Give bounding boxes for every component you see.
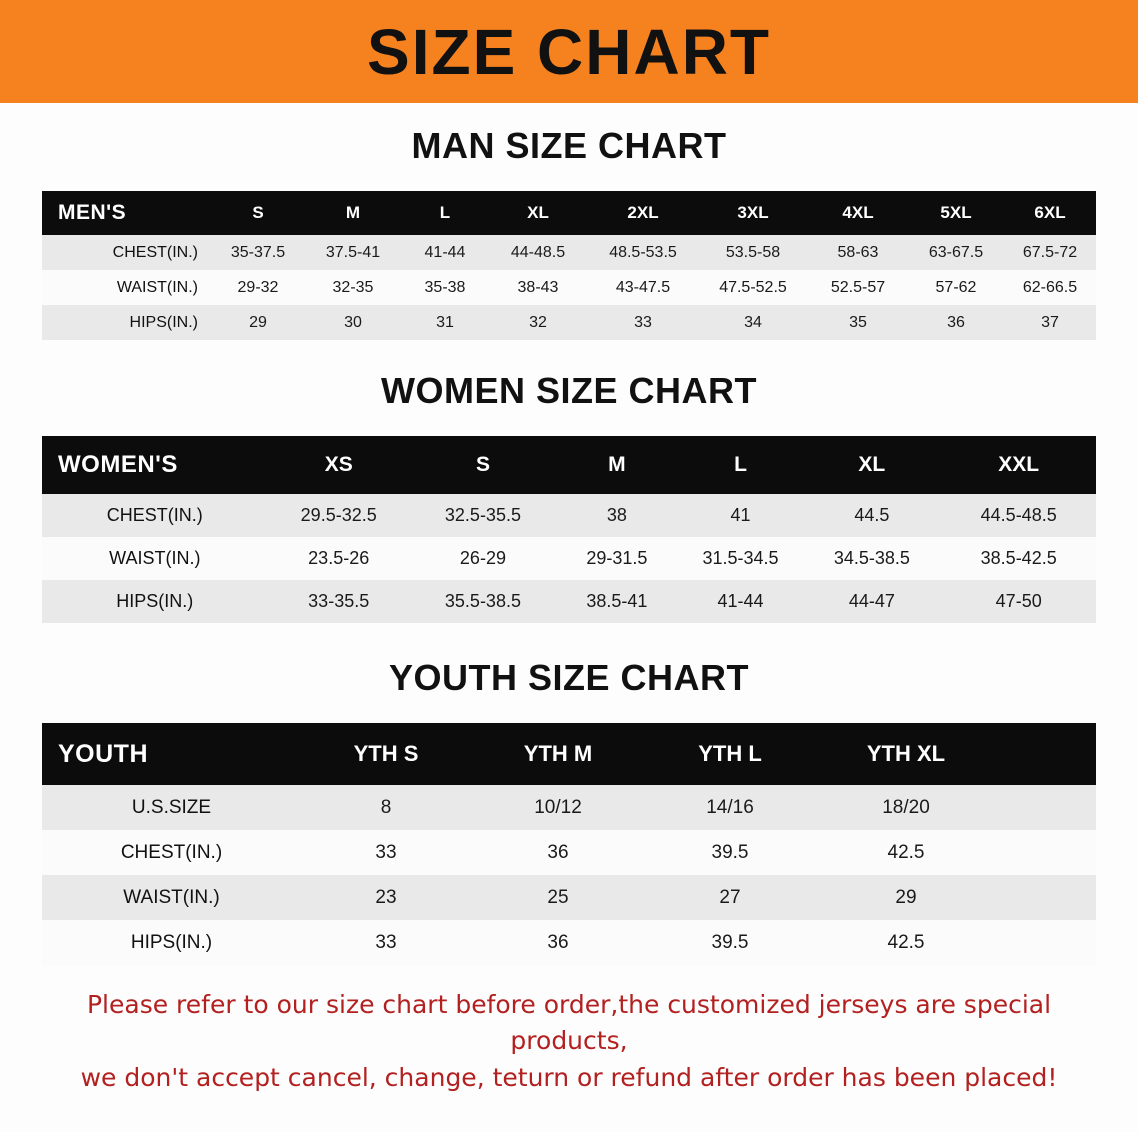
cell: 32.5-35.5 [411,494,555,537]
col-header: YTH M [472,723,644,785]
page-title: SIZE CHART [367,15,771,88]
col-header: MEN'S [42,191,212,235]
cell: 41-44 [402,235,488,270]
cell: 63-67.5 [908,235,1004,270]
cell-spacer [996,830,1096,875]
table-row [42,270,1096,305]
col-header: XL [488,191,588,235]
cell: 62-66.5 [1004,270,1096,305]
cell: 42.5 [816,920,996,965]
col-header: M [304,191,402,235]
cell: 47-50 [941,580,1096,623]
col-header: YTH XL [816,723,996,785]
cell: 47.5-52.5 [698,270,808,305]
col-header: L [402,191,488,235]
cell: 39.5 [644,920,816,965]
cell: 29.5-32.5 [267,494,411,537]
cell: 32 [488,305,588,340]
disclaimer-line-1: Please refer to our size chart before order,the customized jerseys are special products, [86,990,1052,1056]
table-row [42,235,1096,270]
cell: 37.5-41 [304,235,402,270]
col-header: L [679,436,803,494]
cell: 10/12 [472,785,644,830]
cell: 29-31.5 [555,537,679,580]
row-label: HIPS(IN.) [42,580,267,623]
table-row [42,305,1096,340]
cell: 33 [588,305,698,340]
col-header: YTH L [644,723,816,785]
cell: 18/20 [816,785,996,830]
row-label: WAIST(IN.) [42,537,267,580]
man-table-wrapper [0,191,1138,340]
table-row [42,785,1096,830]
row-label: U.S.SIZE [42,785,300,830]
table-header-row [42,191,1096,235]
col-header: 5XL [908,191,1004,235]
col-header: WOMEN'S [42,436,267,494]
cell: 44.5-48.5 [941,494,1096,537]
table-header-row [42,436,1096,494]
table-row [42,494,1096,537]
man-size-table [42,191,1096,340]
cell: 44-47 [802,580,941,623]
cell: 35-37.5 [212,235,304,270]
col-header: YTH S [300,723,472,785]
table-row [42,580,1096,623]
col-header: XL [802,436,941,494]
cell: 25 [472,875,644,920]
cell: 36 [472,830,644,875]
cell: 53.5-58 [698,235,808,270]
cell: 30 [304,305,402,340]
banner [0,0,1138,103]
cell: 14/16 [644,785,816,830]
cell: 35 [808,305,908,340]
youth-size-table [42,723,1096,965]
col-header: 6XL [1004,191,1096,235]
cell-spacer [996,785,1096,830]
cell: 26-29 [411,537,555,580]
cell: 33 [300,920,472,965]
table-row [42,830,1096,875]
col-header: 4XL [808,191,908,235]
cell: 36 [908,305,1004,340]
col-header: 3XL [698,191,808,235]
cell: 23 [300,875,472,920]
women-section-title: WOMEN SIZE CHART [381,370,757,411]
cell: 33-35.5 [267,580,411,623]
cell: 44-48.5 [488,235,588,270]
cell: 52.5-57 [808,270,908,305]
cell-spacer [996,875,1096,920]
row-label: WAIST(IN.) [42,875,300,920]
cell: 38.5-41 [555,580,679,623]
cell: 35.5-38.5 [411,580,555,623]
col-header: S [212,191,304,235]
cell: 29-32 [212,270,304,305]
cell: 33 [300,830,472,875]
cell: 31 [402,305,488,340]
col-header: 2XL [588,191,698,235]
women-table-wrapper [0,436,1138,623]
col-header: YOUTH [42,723,300,785]
col-header: M [555,436,679,494]
col-header: XS [267,436,411,494]
cell: 36 [472,920,644,965]
cell: 41-44 [679,580,803,623]
table-row [42,920,1096,965]
cell: 37 [1004,305,1096,340]
row-label: WAIST(IN.) [42,270,212,305]
cell: 29 [816,875,996,920]
cell: 41 [679,494,803,537]
disclaimer-note [39,987,1099,1096]
cell: 8 [300,785,472,830]
cell-spacer [996,920,1096,965]
table-row [42,875,1096,920]
cell: 67.5-72 [1004,235,1096,270]
cell: 34 [698,305,808,340]
cell: 38-43 [488,270,588,305]
row-label: CHEST(IN.) [42,494,267,537]
cell: 43-47.5 [588,270,698,305]
cell: 27 [644,875,816,920]
table-header-row [42,723,1096,785]
cell: 48.5-53.5 [588,235,698,270]
row-label: CHEST(IN.) [42,235,212,270]
cell: 42.5 [816,830,996,875]
cell: 38 [555,494,679,537]
cell: 39.5 [644,830,816,875]
col-header: S [411,436,555,494]
row-label: CHEST(IN.) [42,830,300,875]
row-label: HIPS(IN.) [42,305,212,340]
col-header-spacer [996,723,1096,785]
cell: 35-38 [402,270,488,305]
cell: 57-62 [908,270,1004,305]
cell: 44.5 [802,494,941,537]
cell: 23.5-26 [267,537,411,580]
disclaimer-line-2: we don't accept cancel, change, teturn or refund after order has been placed! [80,1062,1058,1092]
women-size-table [42,436,1096,623]
cell: 31.5-34.5 [679,537,803,580]
table-row [42,537,1096,580]
cell: 38.5-42.5 [941,537,1096,580]
cell: 32-35 [304,270,402,305]
youth-section-title: YOUTH SIZE CHART [388,657,749,698]
cell: 58-63 [808,235,908,270]
cell: 29 [212,305,304,340]
row-label: HIPS(IN.) [42,920,300,965]
cell: 34.5-38.5 [802,537,941,580]
man-section-title: MAN SIZE CHART [411,125,727,166]
youth-table-wrapper [0,723,1138,965]
col-header: XXL [941,436,1096,494]
